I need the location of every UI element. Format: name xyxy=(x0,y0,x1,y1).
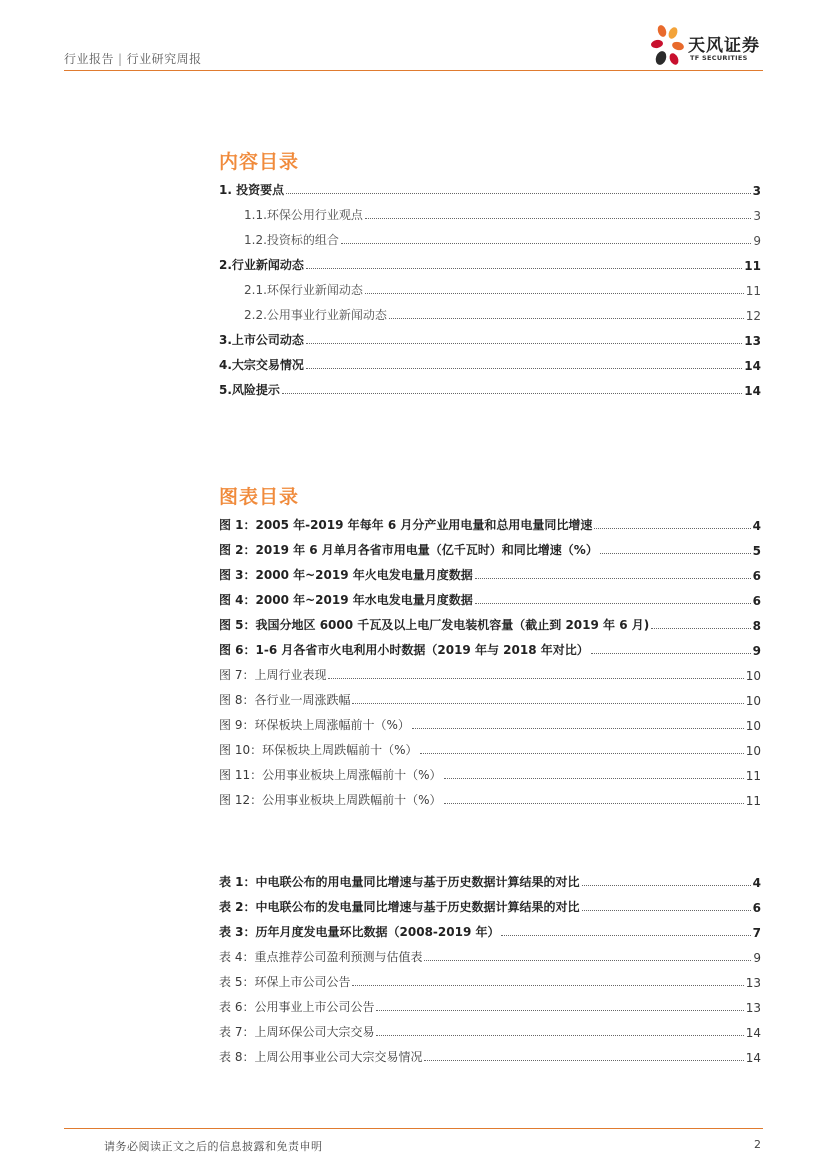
toc-entry-label: 表 5：环保上市公司公告 xyxy=(219,975,351,989)
toc-entry[interactable] xyxy=(244,203,761,223)
toc-dot-leader xyxy=(341,243,751,244)
toc-entry[interactable] xyxy=(219,563,761,583)
toc-entry-page: 14 xyxy=(744,384,761,398)
toc-entry-label: 图 12：公用事业板块上周跌幅前十（%） xyxy=(219,793,442,807)
toc-entry[interactable] xyxy=(219,538,761,558)
toc-entry-label: 表 1：中电联公布的用电量同比增速与基于历史数据计算结果的对比 xyxy=(219,875,580,889)
toc-entry-page: 14 xyxy=(745,1026,761,1040)
toc-entry-page: 5 xyxy=(752,544,761,558)
toc-dot-leader xyxy=(306,268,742,269)
toc-entry-label: 表 3：历年月度发电量环比数据（2008-2019 年） xyxy=(219,925,500,939)
toc-entry[interactable] xyxy=(219,353,761,373)
report-category xyxy=(64,50,202,67)
toc-dot-leader xyxy=(389,318,744,319)
toc-entry-label: 图 1：2005 年-2019 年每年 6 月分产业用电量和总用电量同比增速 xyxy=(219,518,593,532)
toc-entry-label: 5.风险提示 xyxy=(219,383,280,397)
toc-entry[interactable] xyxy=(244,303,761,323)
toc-entry-page: 11 xyxy=(745,284,761,298)
toc-entry[interactable] xyxy=(219,870,761,890)
toc-entry[interactable] xyxy=(244,278,761,298)
toc-dot-leader xyxy=(282,393,742,394)
toc-entry-page: 6 xyxy=(752,901,761,915)
toc-entry-page: 10 xyxy=(745,669,761,683)
toc-dot-leader xyxy=(412,728,744,729)
toc-dot-leader xyxy=(591,653,751,654)
toc-dot-leader xyxy=(651,628,750,629)
brand-name-cn: 天风证券 xyxy=(688,36,760,56)
toc-entry[interactable] xyxy=(219,895,761,915)
toc-entry-label: 图 3：2000 年~2019 年火电发电量月度数据 xyxy=(219,568,473,582)
toc-entry-label: 图 9：环保板块上周涨幅前十（%） xyxy=(219,718,410,732)
toc-entry[interactable] xyxy=(219,763,761,783)
toc-dot-leader xyxy=(306,368,742,369)
toc-entry-page: 4 xyxy=(752,519,761,533)
toc-entry[interactable] xyxy=(219,513,761,533)
toc-entry[interactable] xyxy=(219,970,761,990)
brand-logo xyxy=(651,22,771,70)
toc-entry-label: 4.大宗交易情况 xyxy=(219,358,304,372)
toc-dot-leader xyxy=(444,803,744,804)
toc-dot-leader xyxy=(600,553,751,554)
toc-entry-label: 图 7：上周行业表现 xyxy=(219,668,327,682)
toc-entry-label: 2.2.公用事业行业新闻动态 xyxy=(244,308,387,322)
toc-entry[interactable] xyxy=(219,788,761,808)
contents-title: 内容目录 xyxy=(219,151,300,173)
toc-entry-page: 11 xyxy=(745,794,761,808)
toc-entry-page: 4 xyxy=(752,876,761,890)
toc-entry[interactable] xyxy=(219,328,761,348)
brand-name-en: TF SECURITIES xyxy=(690,54,748,62)
toc-entry[interactable] xyxy=(219,638,761,658)
toc-dot-leader xyxy=(352,985,743,986)
page-number: 2 xyxy=(754,1138,761,1151)
toc-entry[interactable] xyxy=(219,613,761,633)
toc-entry-page: 13 xyxy=(745,1001,761,1015)
toc-dot-leader xyxy=(376,1035,743,1036)
figures-title: 图表目录 xyxy=(219,486,300,508)
toc-entry-label: 图 6：1-6 月各省市火电利用小时数据（2019 年与 2018 年对比） xyxy=(219,643,589,657)
toc-entry-page: 13 xyxy=(745,976,761,990)
toc-dot-leader xyxy=(352,703,743,704)
toc-entry-page: 3 xyxy=(753,209,761,223)
toc-dot-leader xyxy=(582,910,751,911)
toc-entry[interactable] xyxy=(219,995,761,1015)
toc-dot-leader xyxy=(328,678,743,679)
header-separator: | xyxy=(118,52,123,66)
toc-entry[interactable] xyxy=(219,920,761,940)
toc-entry-label: 图 8：各行业一周涨跌幅 xyxy=(219,693,351,707)
toc-entry-page: 6 xyxy=(752,569,761,583)
toc-entry-label: 图 5：我国分地区 6000 千瓦及以上电厂发电装机容量（截止到 2019 年 6 月) xyxy=(219,618,650,632)
toc-entry-label: 1.1.环保公用行业观点 xyxy=(244,208,363,222)
petal-logo-icon xyxy=(651,22,687,70)
toc-entry-page: 10 xyxy=(745,694,761,708)
toc-entry-label: 图 4：2000 年~2019 年水电发电量月度数据 xyxy=(219,593,473,607)
toc-entry-label: 3.上市公司动态 xyxy=(219,333,304,347)
toc-entry[interactable] xyxy=(244,228,761,248)
toc-entry[interactable] xyxy=(219,713,761,733)
toc-dot-leader xyxy=(501,935,750,936)
toc-dot-leader xyxy=(306,343,742,344)
toc-entry-label: 2.1.环保行业新闻动态 xyxy=(244,283,363,297)
toc-entry-label: 表 8：上周公用事业公司大宗交易情况 xyxy=(219,1050,423,1064)
toc-entry-page: 11 xyxy=(745,769,761,783)
toc-entry-page: 11 xyxy=(744,259,761,273)
toc-entry[interactable] xyxy=(219,945,761,965)
toc-entry-page: 10 xyxy=(745,719,761,733)
toc-dot-leader xyxy=(444,778,744,779)
toc-entry-page: 14 xyxy=(744,359,761,373)
toc-entry-label: 表 4：重点推荐公司盈利预测与估值表 xyxy=(219,950,423,964)
toc-dot-leader xyxy=(594,528,750,529)
toc-entry-page: 7 xyxy=(752,926,761,940)
toc-entry-page: 6 xyxy=(752,594,761,608)
toc-entry[interactable] xyxy=(219,178,761,198)
toc-entry-label: 表 7：上周环保公司大宗交易 xyxy=(219,1025,375,1039)
toc-entry-page: 3 xyxy=(752,184,761,198)
toc-entry[interactable] xyxy=(219,588,761,608)
report-type: 行业报告 xyxy=(64,52,115,66)
toc-entry-page: 8 xyxy=(752,619,761,633)
toc-entry-page: 14 xyxy=(745,1051,761,1065)
toc-entry-label: 图 2：2019 年 6 月单月各省市用电量（亿千瓦时）和同比增速（%） xyxy=(219,543,598,557)
report-subtype: 行业研究周报 xyxy=(126,52,202,66)
toc-entry[interactable] xyxy=(219,253,761,273)
toc-entry-page: 9 xyxy=(752,644,761,658)
toc-entry-label: 1. 投资要点 xyxy=(219,183,285,197)
toc-dot-leader xyxy=(424,1060,743,1061)
toc-entry-label: 1.2.投资标的组合 xyxy=(244,233,339,247)
header-divider xyxy=(64,70,763,71)
toc-dot-leader xyxy=(475,603,751,604)
footer-divider xyxy=(64,1128,763,1129)
toc-entry[interactable] xyxy=(219,1045,761,1065)
toc-entry-label: 表 6：公用事业上市公司公告 xyxy=(219,1000,375,1014)
toc-entry[interactable] xyxy=(219,688,761,708)
toc-entry-page: 12 xyxy=(745,309,761,323)
toc-entry-label: 2.行业新闻动态 xyxy=(219,258,304,272)
toc-dot-leader xyxy=(420,753,744,754)
toc-dot-leader xyxy=(365,218,751,219)
toc-entry-label: 表 2：中电联公布的发电量同比增速与基于历史数据计算结果的对比 xyxy=(219,900,580,914)
toc-dot-leader xyxy=(376,1010,743,1011)
toc-entry[interactable] xyxy=(219,1020,761,1040)
toc-dot-leader xyxy=(475,578,751,579)
toc-entry-page: 9 xyxy=(753,234,761,248)
toc-entry-page: 9 xyxy=(753,951,761,965)
toc-entry[interactable] xyxy=(219,378,761,398)
toc-entry[interactable] xyxy=(219,663,761,683)
toc-entry[interactable] xyxy=(219,738,761,758)
toc-dot-leader xyxy=(424,960,751,961)
toc-entry-label: 图 10：环保板块上周跌幅前十（%） xyxy=(219,743,418,757)
toc-dot-leader xyxy=(582,885,751,886)
toc-dot-leader xyxy=(365,293,744,294)
toc-dot-leader xyxy=(286,193,751,194)
toc-entry-label: 图 11：公用事业板块上周涨幅前十（%） xyxy=(219,768,442,782)
toc-entry-page: 13 xyxy=(744,334,761,348)
toc-entry-page: 10 xyxy=(745,744,761,758)
footer-disclaimer: 请务必阅读正文之后的信息披露和免责申明 xyxy=(104,1140,323,1153)
